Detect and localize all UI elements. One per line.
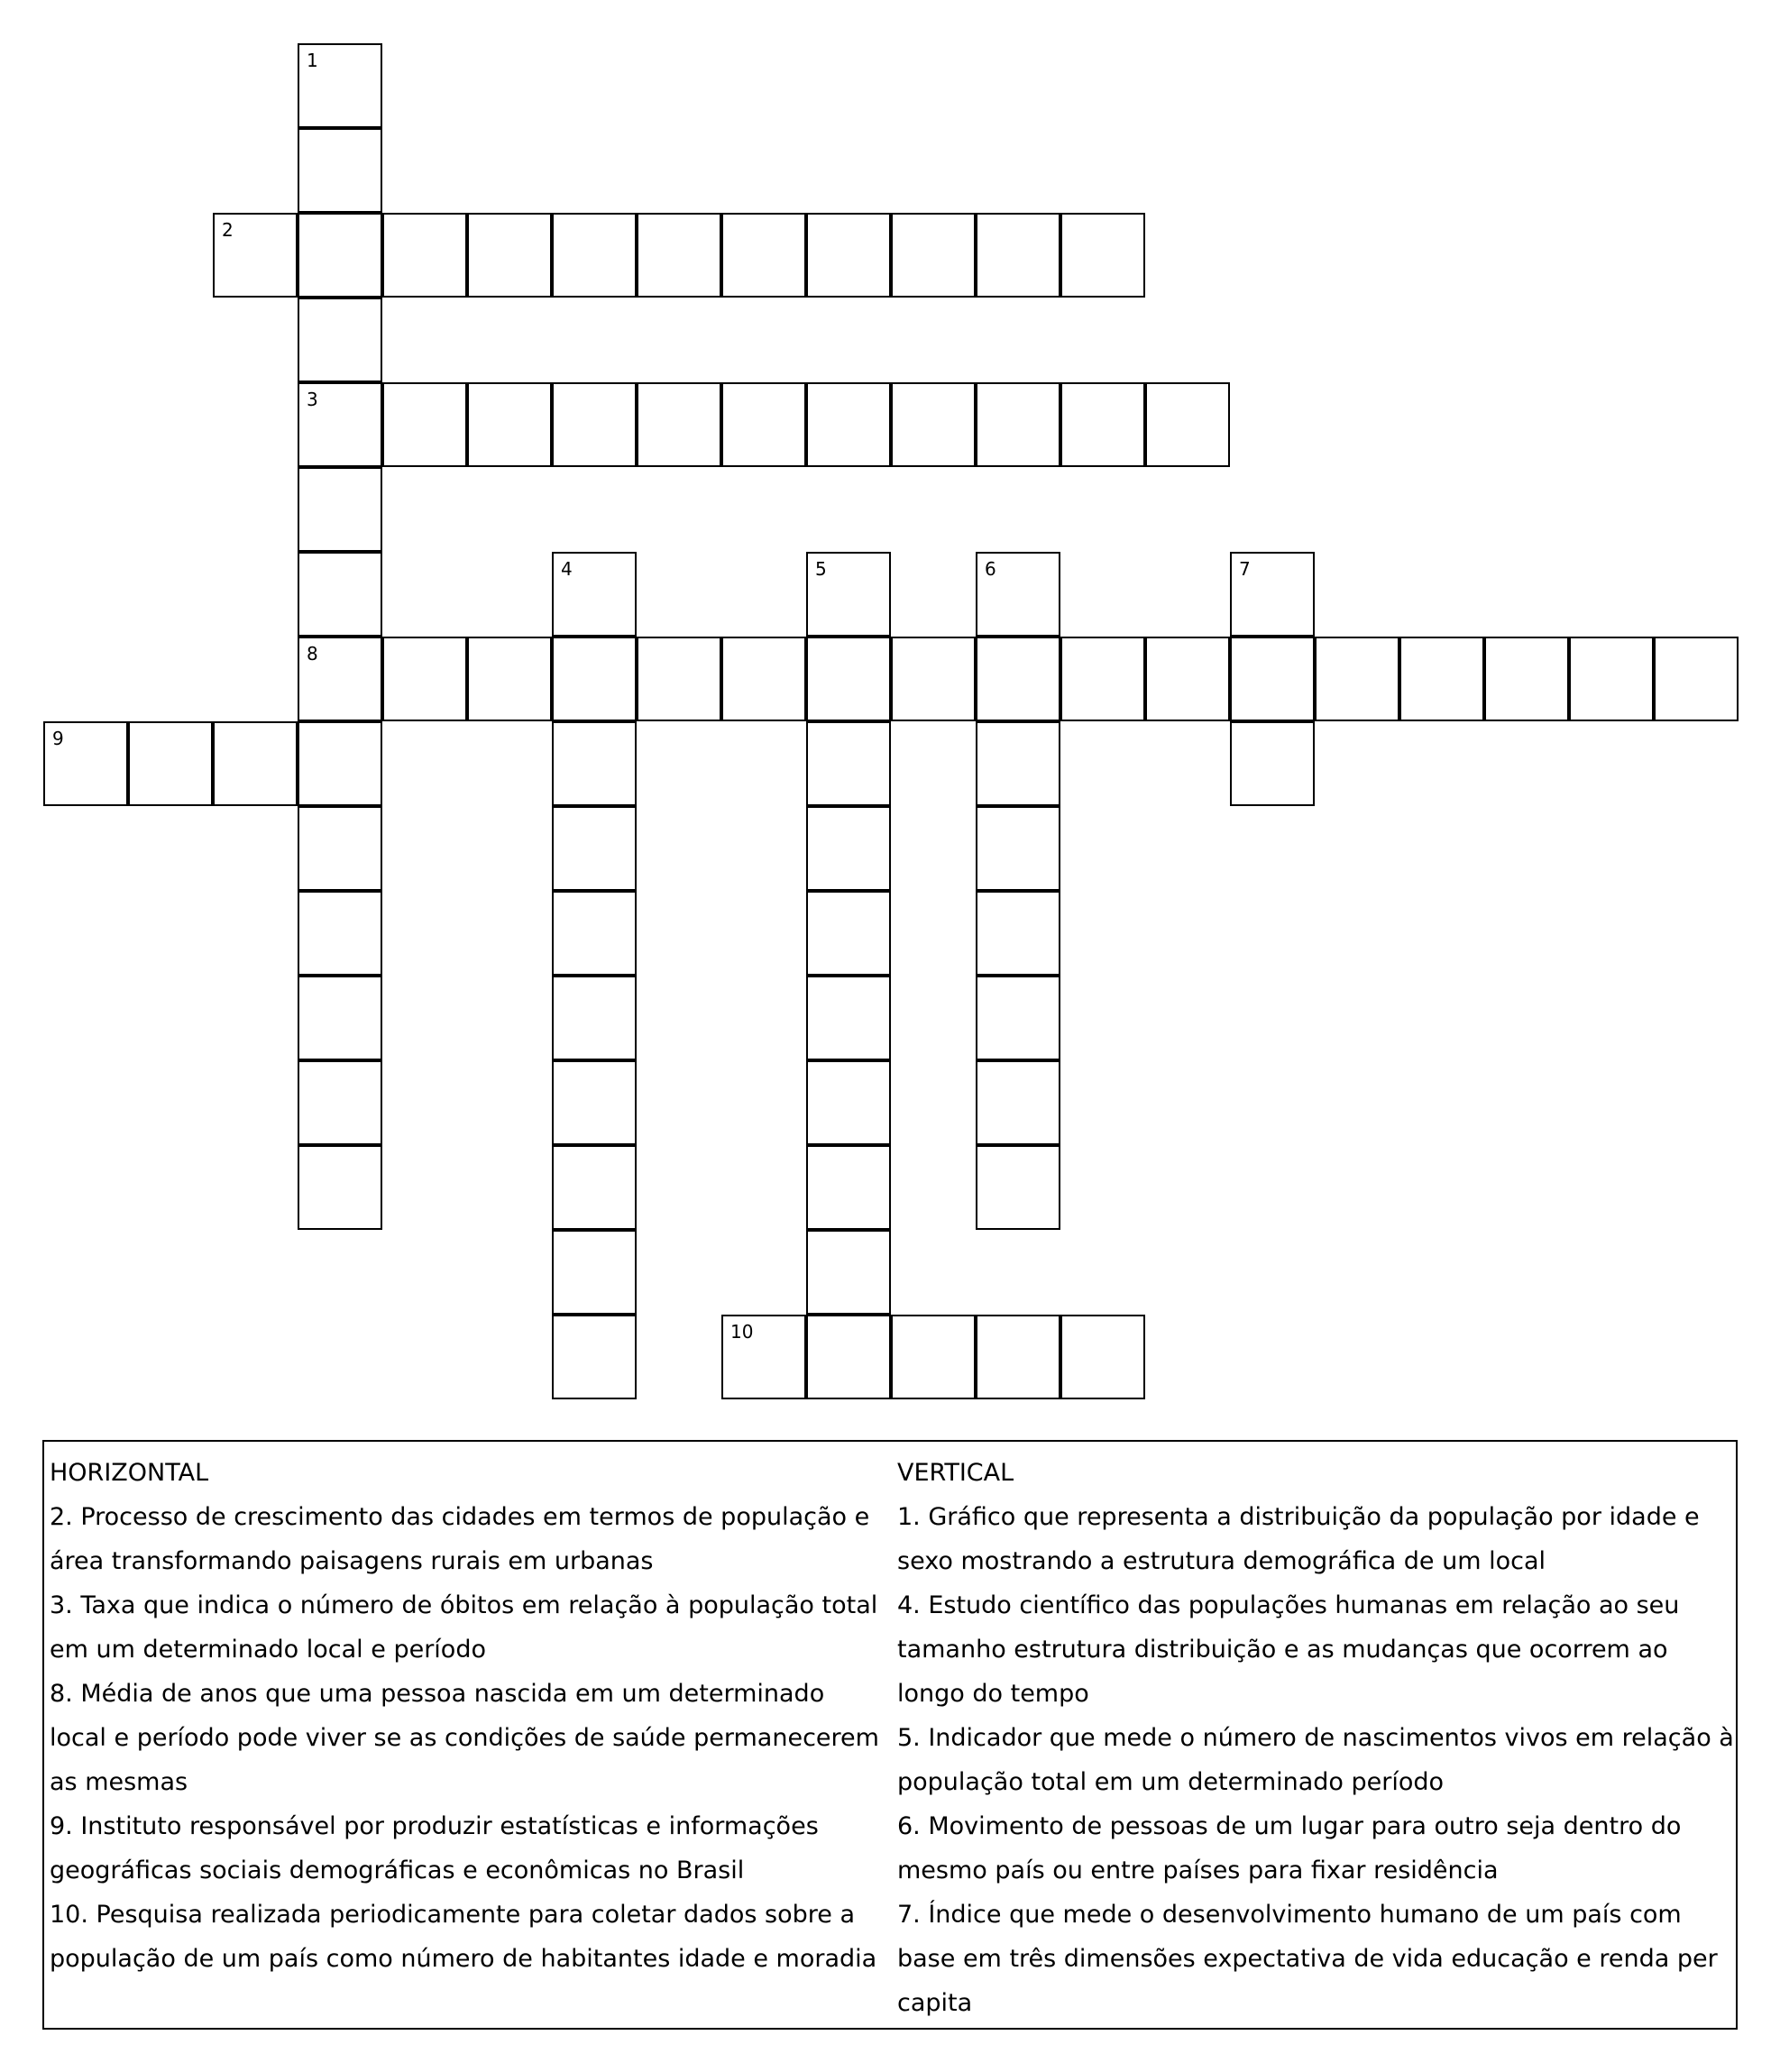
- grid-cell[interactable]: [1399, 637, 1484, 721]
- grid-cell[interactable]: [806, 637, 891, 721]
- grid-cell[interactable]: [552, 1230, 637, 1315]
- grid-cell[interactable]: [1060, 1315, 1145, 1399]
- grid-cell[interactable]: [1060, 637, 1145, 721]
- grid-cell[interactable]: [298, 43, 382, 128]
- grid-cell[interactable]: [976, 1315, 1060, 1399]
- grid-cell[interactable]: [976, 637, 1060, 721]
- grid-cell[interactable]: [382, 213, 467, 298]
- grid-cell[interactable]: [552, 552, 637, 637]
- grid-cell[interactable]: [298, 806, 382, 891]
- grid-cell[interactable]: [891, 382, 976, 467]
- grid-cell[interactable]: [213, 213, 298, 298]
- clue-number: 5: [815, 558, 827, 580]
- grid-cell[interactable]: [976, 552, 1060, 637]
- grid-cell[interactable]: [1060, 213, 1145, 298]
- grid-cell[interactable]: [298, 637, 382, 721]
- grid-cell[interactable]: [1315, 637, 1399, 721]
- grid-cell[interactable]: [552, 1315, 637, 1399]
- grid-cell[interactable]: [721, 1315, 806, 1399]
- clue-horizontal-2: 2. Processo de crescimento das cidades em termos de população e área transformando paisagens rurais em urbanas: [50, 1503, 870, 1575]
- grid-cell[interactable]: [976, 891, 1060, 976]
- clue-number: 9: [52, 728, 64, 749]
- grid-cell[interactable]: [298, 891, 382, 976]
- grid-cell[interactable]: [298, 382, 382, 467]
- grid-cell[interactable]: [806, 1145, 891, 1230]
- horizontal-clues: [50, 1451, 888, 1981]
- grid-cell[interactable]: [298, 128, 382, 213]
- clue-number: 2: [222, 219, 234, 241]
- grid-cell[interactable]: [298, 298, 382, 382]
- grid-cell[interactable]: [298, 213, 382, 298]
- grid-cell[interactable]: [806, 552, 891, 637]
- grid-cell[interactable]: [806, 1230, 891, 1315]
- grid-cell[interactable]: [128, 721, 213, 806]
- grid-cell[interactable]: [976, 1060, 1060, 1145]
- grid-cell[interactable]: [467, 213, 552, 298]
- clue-horizontal-9: 9. Instituto responsável por produzir estatísticas e informações geográficas sociais demográficas e econômicas no Brasil: [50, 1812, 819, 1884]
- clue-number: 1: [307, 50, 318, 71]
- grid-cell[interactable]: [552, 213, 637, 298]
- clue-number: 7: [1239, 558, 1251, 580]
- clue-horizontal-8: 8. Média de anos que uma pessoa nascida em um determinado local e período pode viver se as condições de saúde permanecerem as mesmas: [50, 1680, 879, 1796]
- clue-vertical-4: 4. Estudo científico das populações humanas em relação ao seu tamanho estrutura distribuição e as mudanças que ocorrem ao longo do tempo: [897, 1591, 1680, 1708]
- grid-cell[interactable]: [891, 637, 976, 721]
- clue-number: 8: [307, 643, 318, 665]
- grid-cell[interactable]: [298, 1060, 382, 1145]
- grid-cell[interactable]: [806, 806, 891, 891]
- clue-vertical-1: 1. Gráfico que representa a distribuição da população por idade e sexo mostrando a estrutura demográfica de um local: [897, 1503, 1700, 1575]
- grid-cell[interactable]: [1230, 637, 1315, 721]
- grid-cell[interactable]: [1230, 552, 1315, 637]
- grid-cell[interactable]: [552, 1145, 637, 1230]
- grid-cell[interactable]: [552, 1060, 637, 1145]
- grid-cell[interactable]: [467, 382, 552, 467]
- grid-cell[interactable]: [552, 891, 637, 976]
- grid-cell[interactable]: [213, 721, 298, 806]
- grid-cell[interactable]: [806, 213, 891, 298]
- clue-number: 3: [307, 389, 318, 410]
- grid-cell[interactable]: [1569, 637, 1654, 721]
- grid-cell[interactable]: [298, 467, 382, 552]
- grid-cell[interactable]: [1230, 721, 1315, 806]
- grid-cell[interactable]: [806, 1060, 891, 1145]
- grid-cell[interactable]: [637, 213, 721, 298]
- grid-cell[interactable]: [467, 637, 552, 721]
- grid-cell[interactable]: [976, 382, 1060, 467]
- grid-cell[interactable]: [721, 637, 806, 721]
- clue-vertical-7: 7. Índice que mede o desenvolvimento humano de um país com base em três dimensões expectativa de vida educação e renda per capita: [897, 1901, 1718, 2017]
- grid-cell[interactable]: [298, 552, 382, 637]
- clue-panel: [42, 1440, 1738, 2030]
- clue-horizontal-10: 10. Pesquisa realizada periodicamente para coletar dados sobre a população de um país como número de habitantes idade e moradia: [50, 1901, 877, 1973]
- grid-cell[interactable]: [552, 806, 637, 891]
- clue-vertical-5: 5. Indicador que mede o número de nascimentos vivos em relação à população total em um determinado período: [897, 1724, 1734, 1796]
- grid-cell[interactable]: [382, 637, 467, 721]
- grid-cell[interactable]: [1484, 637, 1569, 721]
- grid-cell[interactable]: [382, 382, 467, 467]
- grid-cell[interactable]: [552, 637, 637, 721]
- grid-cell[interactable]: [637, 382, 721, 467]
- vertical-heading: VERTICAL: [897, 1459, 1014, 1487]
- grid-cell[interactable]: [806, 891, 891, 976]
- grid-cell[interactable]: [806, 721, 891, 806]
- grid-cell[interactable]: [976, 806, 1060, 891]
- grid-cell[interactable]: [298, 976, 382, 1060]
- clue-horizontal-3: 3. Taxa que indica o número de óbitos em relação à população total em um determinado local e período: [50, 1591, 878, 1664]
- clue-number: 6: [985, 558, 996, 580]
- grid-cell[interactable]: [552, 721, 637, 806]
- clue-number: 10: [730, 1321, 754, 1343]
- grid-cell[interactable]: [1145, 637, 1230, 721]
- grid-cell[interactable]: [806, 976, 891, 1060]
- vertical-clues: [897, 1451, 1736, 2025]
- grid-cell[interactable]: [891, 1315, 976, 1399]
- horizontal-heading: HORIZONTAL: [50, 1459, 209, 1487]
- grid-cell[interactable]: [43, 721, 128, 806]
- grid-cell[interactable]: [552, 976, 637, 1060]
- grid-cell[interactable]: [1654, 637, 1739, 721]
- grid-cell[interactable]: [721, 213, 806, 298]
- grid-cell[interactable]: [891, 213, 976, 298]
- grid-cell[interactable]: [806, 1315, 891, 1399]
- grid-cell[interactable]: [1060, 382, 1145, 467]
- grid-cell[interactable]: [806, 382, 891, 467]
- grid-cell[interactable]: [976, 213, 1060, 298]
- grid-cell[interactable]: [1145, 382, 1230, 467]
- clue-number: 4: [561, 558, 573, 580]
- grid-cell[interactable]: [298, 721, 382, 806]
- grid-cell[interactable]: [976, 1145, 1060, 1230]
- clue-vertical-6: 6. Movimento de pessoas de um lugar para outro seja dentro do mesmo país ou entre países para fixar residência: [897, 1812, 1682, 1884]
- grid-cell[interactable]: [976, 721, 1060, 806]
- grid-cell[interactable]: [721, 382, 806, 467]
- grid-cell[interactable]: [637, 637, 721, 721]
- grid-cell[interactable]: [298, 1145, 382, 1230]
- grid-cell[interactable]: [552, 382, 637, 467]
- grid-cell[interactable]: [976, 976, 1060, 1060]
